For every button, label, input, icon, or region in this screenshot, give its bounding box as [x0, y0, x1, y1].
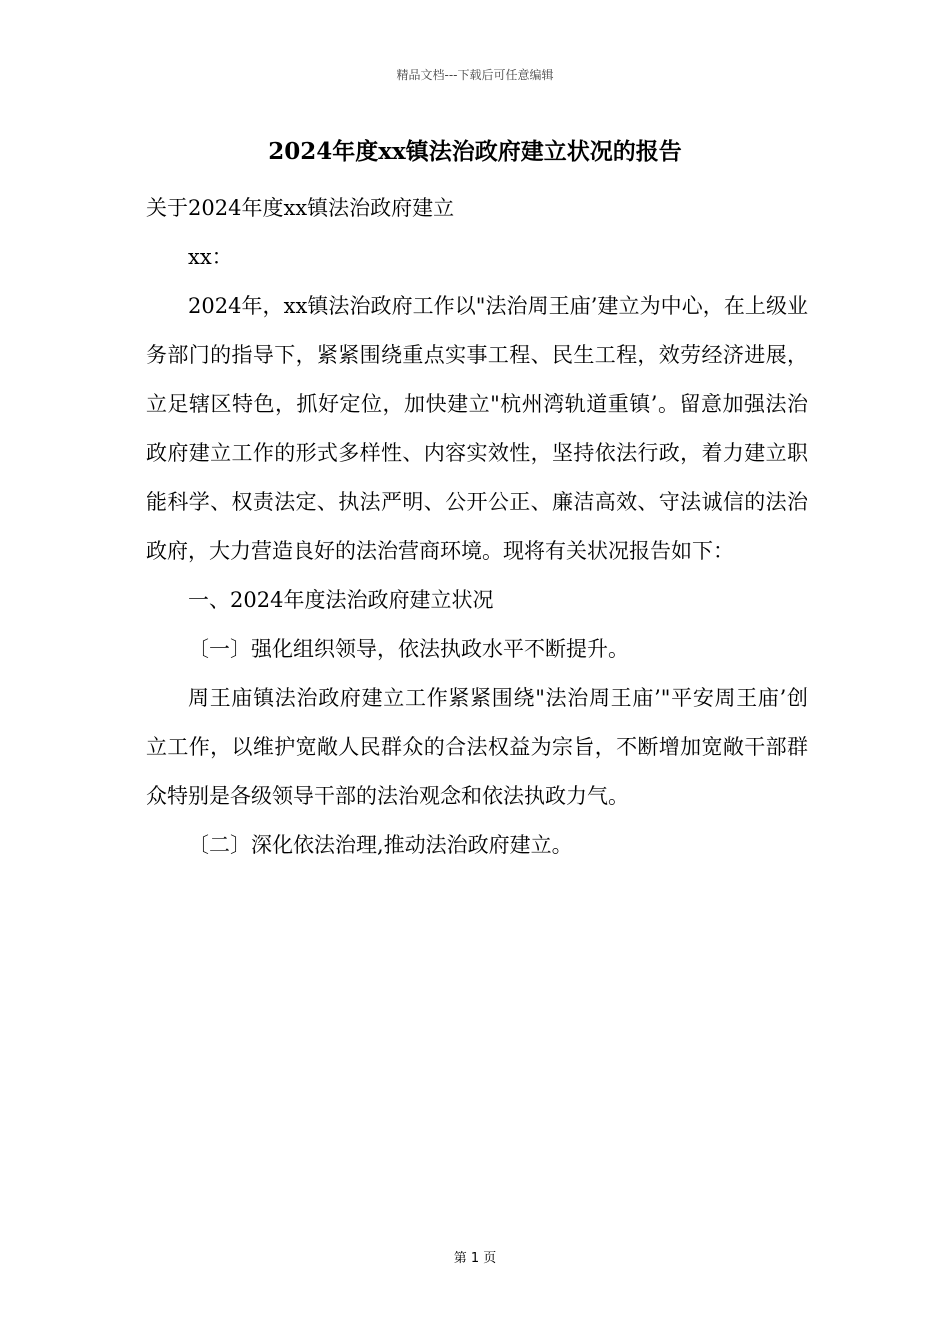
- subsection-heading-1: 〔一〕强化组织领导，依法执政水平不断提升。: [188, 637, 629, 661]
- salutation: xx：: [188, 245, 233, 269]
- document-body: [146, 184, 808, 870]
- section-heading-1: 一、2024年度法治政府建立状况: [188, 588, 494, 612]
- subsection-heading-2: 〔二〕深化依法治理,推动法治政府建立。: [188, 833, 573, 857]
- page-header: 精品文档---下载后可任意编辑: [396, 68, 554, 82]
- page-footer: 第 1 页: [453, 1251, 497, 1266]
- subsection-paragraph-1: 周王庙镇法治政府建立工作紧紧围绕"法治周王庙’"平安周王庙’创立工作，以维护宽敞人民群众的合法权益为宗旨，不断增加宽敞干部群众特别是各级领导干部的法治观念和依法执政力气。: [146, 686, 808, 808]
- intro-paragraph: 2024年，xx镇法治政府工作以"法治周王庙’建立为中心，在上级业务部门的指导下，紧紧围绕重点实事工程、民生工程，效劳经济进展，立足辖区特色，抓好定位，加快建立"杭州湾轨道重镇’。留意加强法治政府建立工作的形式多样性、内容实效性，坚持依法行政，着力建立职能科学、权责法定、执法严明、公开公正、廉洁高效、守法诚信的法治政府，大力营造良好的法治营商环境。现将有关状况报告如下：: [146, 294, 808, 563]
- document-title: 2024年度xx镇法治政府建立状况的报告: [268, 138, 682, 165]
- subject-line: 关于2024年度xx镇法治政府建立: [146, 196, 455, 220]
